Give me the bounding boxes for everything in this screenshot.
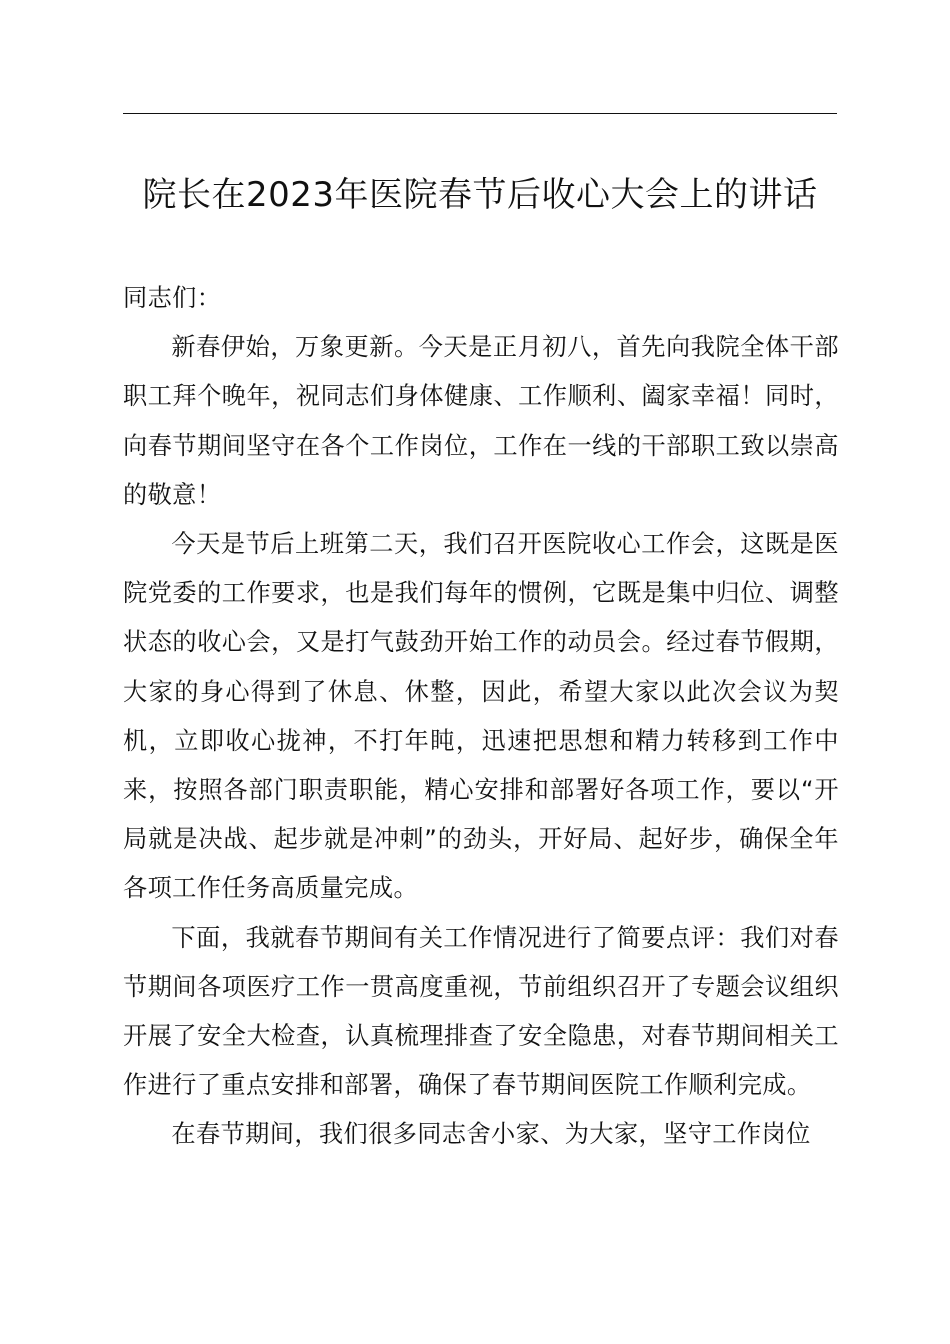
paragraph-1: 新春伊始，万象更新。今天是正月初八，首先向我院全体干部职工拜个晚年，祝同志们身体健康、工作顺利、阖家幸福！同时，向春节期间坚守在各个工作岗位，工作在一线的干部职工致以崇高的敬意！: [123, 333, 839, 509]
document-title: 院长在2023年医院春节后收心大会上的讲话: [142, 175, 818, 215]
salutation: 同志们：: [123, 284, 222, 312]
header-rule: [123, 113, 837, 114]
document-body: [123, 274, 839, 1160]
paragraph-3: 下面，我就春节期间有关工作情况进行了简要点评：我们对春节期间各项医疗工作一贯高度重视，节前组织召开了专题会议组织开展了安全大检查，认真梳理排查了安全隐患，对春节期间相关工作进行了重点安排和部署，确保了春节期间医院工作顺利完成。: [123, 923, 839, 1100]
paragraph-2: 今天是节后上班第二天，我们召开医院收心工作会，这既是医院党委的工作要求，也是我们每年的惯例，它既是集中归位、调整状态的收心会，又是打气鼓劲开始工作的动员会。经过春节假期，大家的身心得到了休息、休整，因此，希望大家以此次会议为契机，立即收心拢神，不打年盹，迅速把思想和精力转移到工作中来，按照各部门职责职能，精心安排和部署好各项工作，要以“开局就是决战、起步就是冲刺”的劲头，开好局、起好步，确保全年各项工作任务高质量完成。: [123, 530, 839, 903]
paragraph-4: 在春节期间，我们很多同志舍小家、为大家，坚守工作岗位: [171, 1120, 811, 1149]
